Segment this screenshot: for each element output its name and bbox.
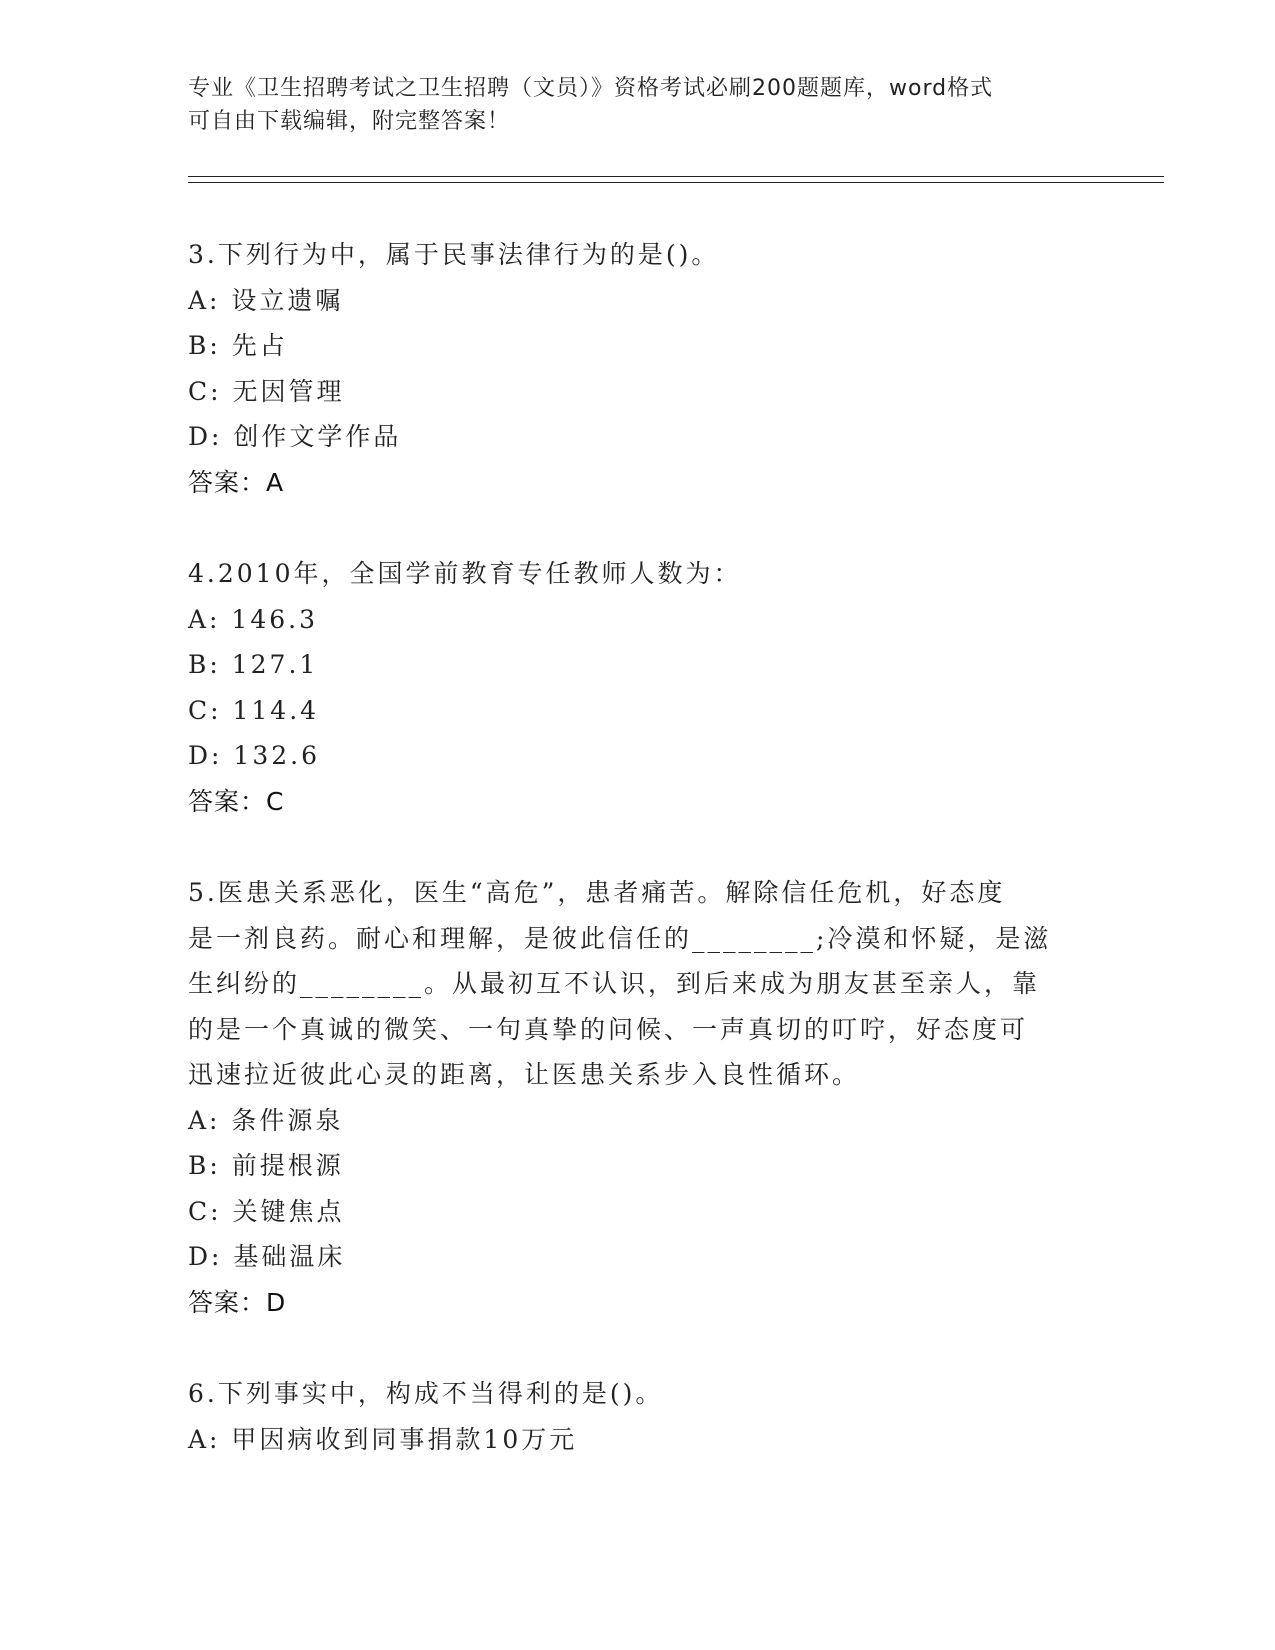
question-stem: 4.2010年，全国学前教育专任教师人数为： xyxy=(188,559,742,588)
option-a: A: 146.3 xyxy=(188,604,318,634)
question-stem-line: 生纠纷的________。从最初互不认识，到后来成为朋友甚至亲人，靠 xyxy=(188,969,1041,998)
option-c: C: 114.4 xyxy=(188,695,320,725)
question-3 xyxy=(188,232,1088,505)
option-d: D: 132.6 xyxy=(188,741,320,770)
option-b: B: 先占 xyxy=(188,331,288,360)
question-stem-line: 5.医患关系恶化，医生“高危”，患者痛苦。解除信任危机，好态度 xyxy=(188,878,1006,907)
option-b: B: 前提根源 xyxy=(188,1151,344,1180)
question-stem: 6.下列事实中，构成不当得利的是()。 xyxy=(188,1379,664,1408)
header-divider xyxy=(188,176,1164,183)
question-5 xyxy=(188,870,1088,1325)
question-4 xyxy=(188,551,1088,824)
question-6 xyxy=(188,1371,1088,1462)
question-stem-line: 的是一个真诚的微笑、一句真挚的问候、一声真切的叮咛，好态度可 xyxy=(188,1014,1029,1044)
option-d: D: 基础温床 xyxy=(188,1242,346,1271)
option-c: C: 关键焦点 xyxy=(188,1196,345,1226)
option-d: D: 创作文学作品 xyxy=(188,422,402,451)
option-a: A: 甲因病收到同事捐款10万元 xyxy=(188,1424,578,1454)
option-c: C: 无因管理 xyxy=(188,376,345,406)
question-stem-line: 是一剂良药。耐心和理解，是彼此信任的________;冷漠和怀疑，是滋 xyxy=(188,923,1052,953)
question-stem: 3.下列行为中，属于民事法律行为的是()。 xyxy=(188,240,720,269)
option-a: A: 条件源泉 xyxy=(188,1105,344,1135)
question-list xyxy=(188,232,1088,1508)
option-b: B: 127.1 xyxy=(188,650,319,679)
answer-label: 答案：A xyxy=(188,467,285,497)
question-stem-line: 迅速拉近彼此心灵的距离，让医患关系步入良性循环。 xyxy=(188,1060,861,1089)
header-line-2: 可自由下载编辑，附完整答案！ xyxy=(188,109,511,134)
document-header xyxy=(188,72,1088,138)
answer-label: 答案：C xyxy=(188,786,285,816)
option-a: A: 设立遗嘱 xyxy=(188,285,344,315)
answer-label: 答案：D xyxy=(188,1287,287,1317)
header-line-1: 专业《卫生招聘考试之卫生招聘（文员）》资格考试必刷200题题库，word格式 xyxy=(188,76,994,101)
